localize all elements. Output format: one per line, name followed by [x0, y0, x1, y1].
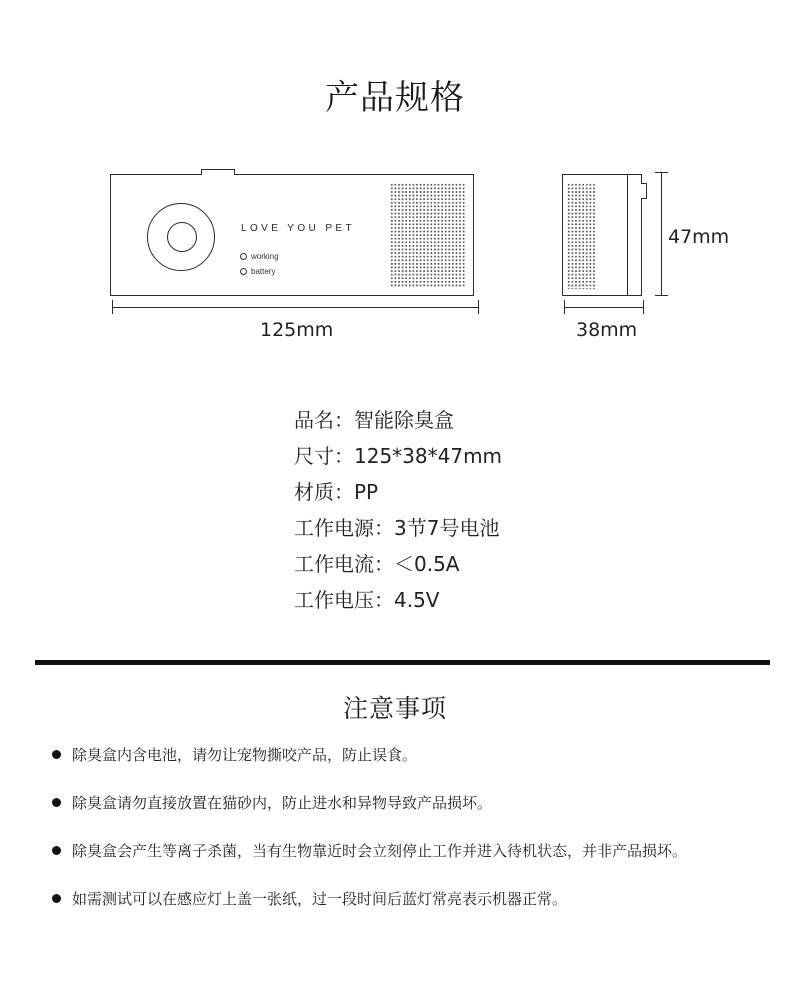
bullet-icon [52, 894, 61, 903]
spec-value: 3节7号电池 [394, 516, 500, 540]
bullet-icon [52, 798, 61, 807]
spec-value: 4.5V [394, 588, 440, 612]
spec-label: 尺寸： [294, 444, 354, 468]
notice-item [52, 888, 567, 909]
product-side-view [562, 174, 642, 296]
spec-value: 智能除臭盒 [354, 408, 454, 432]
spec-value: ＜0.5A [394, 552, 460, 576]
spec-label: 工作电源： [294, 516, 394, 540]
indicator-label: working [251, 252, 279, 261]
section-divider [35, 660, 770, 665]
brand-text: LOVE YOU PET [241, 223, 355, 234]
notice-text: 除臭盒内含电池，请勿让宠物撕咬产品，防止误食。 [72, 746, 418, 764]
spec-label: 材质： [294, 480, 354, 504]
sensor-ring-inner [167, 222, 197, 252]
bullet-icon [52, 846, 61, 855]
side-vent-grille [567, 183, 595, 289]
indicator-label: battery [251, 267, 276, 276]
height-dimension-line [661, 172, 662, 296]
spec-label: 工作电流： [294, 552, 394, 576]
indicator-working [240, 252, 279, 261]
vent-grille [390, 183, 466, 287]
length-label: 125mm [260, 319, 334, 341]
spec-label: 工作电压： [294, 588, 394, 612]
spec-row-voltage [294, 584, 440, 613]
width-label: 38mm [576, 319, 638, 341]
notice-title: 注意事项 [342, 694, 447, 723]
width-dimension-line [564, 307, 644, 308]
bullet-icon [52, 750, 61, 759]
spec-row-current [294, 548, 460, 577]
notice-text: 除臭盒会产生等离子杀菌，当有生物靠近时会立刻停止工作并进入待机状态，并非产品损坏。 [72, 842, 688, 860]
power-button-outline [201, 169, 235, 175]
spec-row-material [294, 476, 378, 505]
notice-text: 如需测试可以在感应灯上盖一张纸，过一段时间后蓝灯常亮表示机器正常。 [72, 890, 568, 908]
spec-row-power [294, 512, 499, 541]
notice-item [52, 792, 492, 813]
spec-row-size [294, 440, 502, 469]
led-dot-icon [240, 253, 247, 260]
notice-text: 除臭盒请勿直接放置在猫砂内，防止进水和异物导致产品损坏。 [72, 794, 493, 812]
led-dot-icon [240, 268, 247, 275]
spec-value: PP [354, 480, 379, 504]
product-front-view [110, 174, 474, 296]
indicator-battery [240, 267, 275, 276]
side-button-outline [641, 183, 647, 199]
height-label: 47mm [668, 226, 730, 248]
side-divider [627, 175, 628, 295]
length-dimension-line [112, 307, 479, 308]
notice-item [52, 744, 417, 765]
spec-title: 产品规格 [325, 78, 465, 118]
notice-item [52, 840, 687, 861]
spec-value: 125*38*47mm [354, 444, 503, 468]
spec-row-name [294, 404, 454, 433]
spec-label: 品名： [294, 408, 354, 432]
